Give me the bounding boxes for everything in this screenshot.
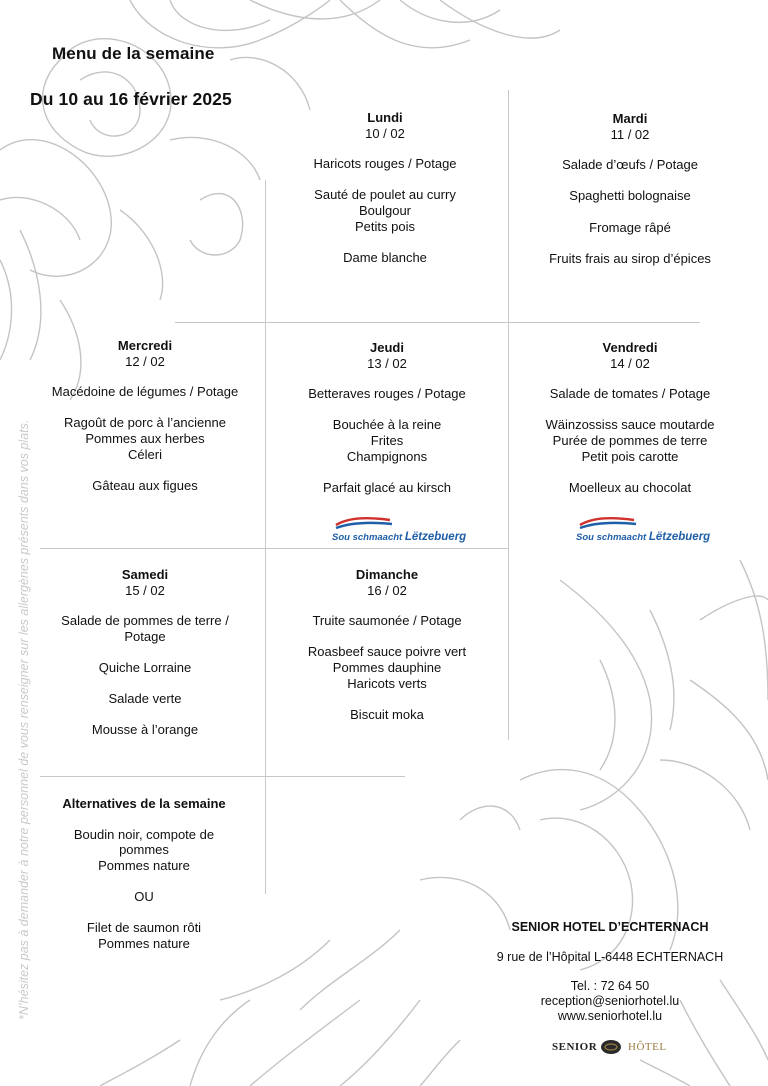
hotel-address: 9 rue de l’Hôpital L-6448 ECHTERNACH xyxy=(496,950,724,964)
sou-schmaacht-letzebuerg-logo xyxy=(332,515,472,549)
grid-line xyxy=(265,776,266,894)
dish: Macédoine de légumes / Potage xyxy=(51,384,239,400)
day-date: 13 / 02 xyxy=(367,355,407,371)
dish: Parfait glacé au kirsch xyxy=(323,479,451,495)
alternative-item: OU xyxy=(134,888,154,904)
dish: Haricots rouges / Potage xyxy=(313,156,457,172)
hotel-website[interactable]: www.seniorhotel.lu xyxy=(557,1009,663,1023)
day-dimanche xyxy=(267,567,507,738)
logo-swoosh-icon xyxy=(578,515,638,531)
dish: Truite saumonée / Potage xyxy=(312,613,462,629)
grid-line xyxy=(508,90,509,740)
day-date: 14 / 02 xyxy=(610,355,650,371)
dish: Fruits frais au sirop d’épices xyxy=(549,250,711,266)
logo-prefix: Sou schmaacht xyxy=(332,532,403,543)
day-name: Samedi xyxy=(121,567,169,582)
day-samedi xyxy=(25,567,265,754)
dish: Spaghetti bolognaise xyxy=(569,188,691,204)
dish: Salade d’œufs / Potage xyxy=(562,157,698,173)
logo-name: Lëtzebuerg xyxy=(648,531,711,543)
alternative-item: Boudin noir, compote de pommes Pommes nature xyxy=(73,826,215,873)
day-name: Mardi xyxy=(612,111,648,126)
dish: Salade verte xyxy=(108,691,182,707)
day-date: 11 / 02 xyxy=(610,126,650,142)
day-date: 12 / 02 xyxy=(125,353,165,369)
dish: Salade de pommes de terre / Potage xyxy=(61,613,229,644)
menu-period: Du 10 au 16 février 2025 xyxy=(30,89,232,109)
dish: Dame blanche xyxy=(343,249,427,265)
day-mercredi xyxy=(25,338,265,509)
dish: Wäinzossiss sauce moutarde Purée de pommes de terre Petit pois carotte xyxy=(545,417,715,464)
logo-swoosh-icon xyxy=(334,515,394,531)
dish: Gâteau aux figues xyxy=(92,477,198,493)
brand-left: SENIOR xyxy=(552,1041,598,1053)
day-jeudi xyxy=(267,340,507,511)
day-name: Vendredi xyxy=(602,340,658,355)
day-lundi xyxy=(265,110,505,281)
dish: Ragoût de porc à l’ancienne Pommes aux herbes Céleri xyxy=(64,415,226,462)
dish: Roasbeef sauce poivre vert Pommes dauphine Haricots verts xyxy=(307,644,467,691)
sou-schmaacht-letzebuerg-logo xyxy=(576,515,716,549)
dish: Moelleux au chocolat xyxy=(568,479,692,495)
dish: Betteraves rouges / Potage xyxy=(308,386,466,402)
day-name: Dimanche xyxy=(355,567,419,582)
day-date: 16 / 02 xyxy=(367,582,407,598)
hotel-email[interactable]: reception@seniorhotel.lu xyxy=(540,994,680,1008)
hotel-name: SENIOR HOTEL D’ECHTERNACH xyxy=(511,920,709,934)
day-date: 15 / 02 xyxy=(125,582,165,598)
brand-emblem-icon xyxy=(600,1039,622,1055)
day-mardi xyxy=(510,111,750,282)
dish: Fromage râpé xyxy=(589,219,671,235)
brand-right: HÔTEL xyxy=(628,1041,667,1053)
allergen-note: *N’hésitez pas à demander à notre personnel de vous renseigner sur les allergènes présents dans vos plats. xyxy=(17,419,31,1020)
dish: Quiche Lorraine xyxy=(98,659,192,675)
day-name: Lundi xyxy=(367,110,403,125)
grid-line xyxy=(175,322,700,323)
senior-hotel-logo xyxy=(548,1038,678,1058)
logo-name: Lëtzebuerg xyxy=(404,531,467,543)
logo-prefix: Sou schmaacht xyxy=(576,532,647,543)
day-name: Mercredi xyxy=(117,338,173,353)
dish: Sauté de poulet au curry Boulgour Petits pois xyxy=(314,187,456,234)
alternatives-title: Alternatives de la semaine xyxy=(62,796,226,811)
day-date: 10 / 02 xyxy=(365,125,405,141)
grid-line xyxy=(40,776,405,777)
hotel-phone: Tel. : 72 64 50 xyxy=(570,979,650,993)
alternatives xyxy=(24,796,264,967)
alternative-item: Filet de saumon rôti Pommes nature xyxy=(86,920,202,951)
dish: Bouchée à la reine Frites Champignons xyxy=(332,417,442,464)
day-vendredi xyxy=(510,340,750,511)
dish: Salade de tomates / Potage xyxy=(549,386,711,402)
dish: Mousse à l’orange xyxy=(91,722,199,738)
dish: Biscuit moka xyxy=(350,706,424,722)
day-name: Jeudi xyxy=(370,340,404,355)
page-title: Menu de la semaine xyxy=(52,44,215,63)
